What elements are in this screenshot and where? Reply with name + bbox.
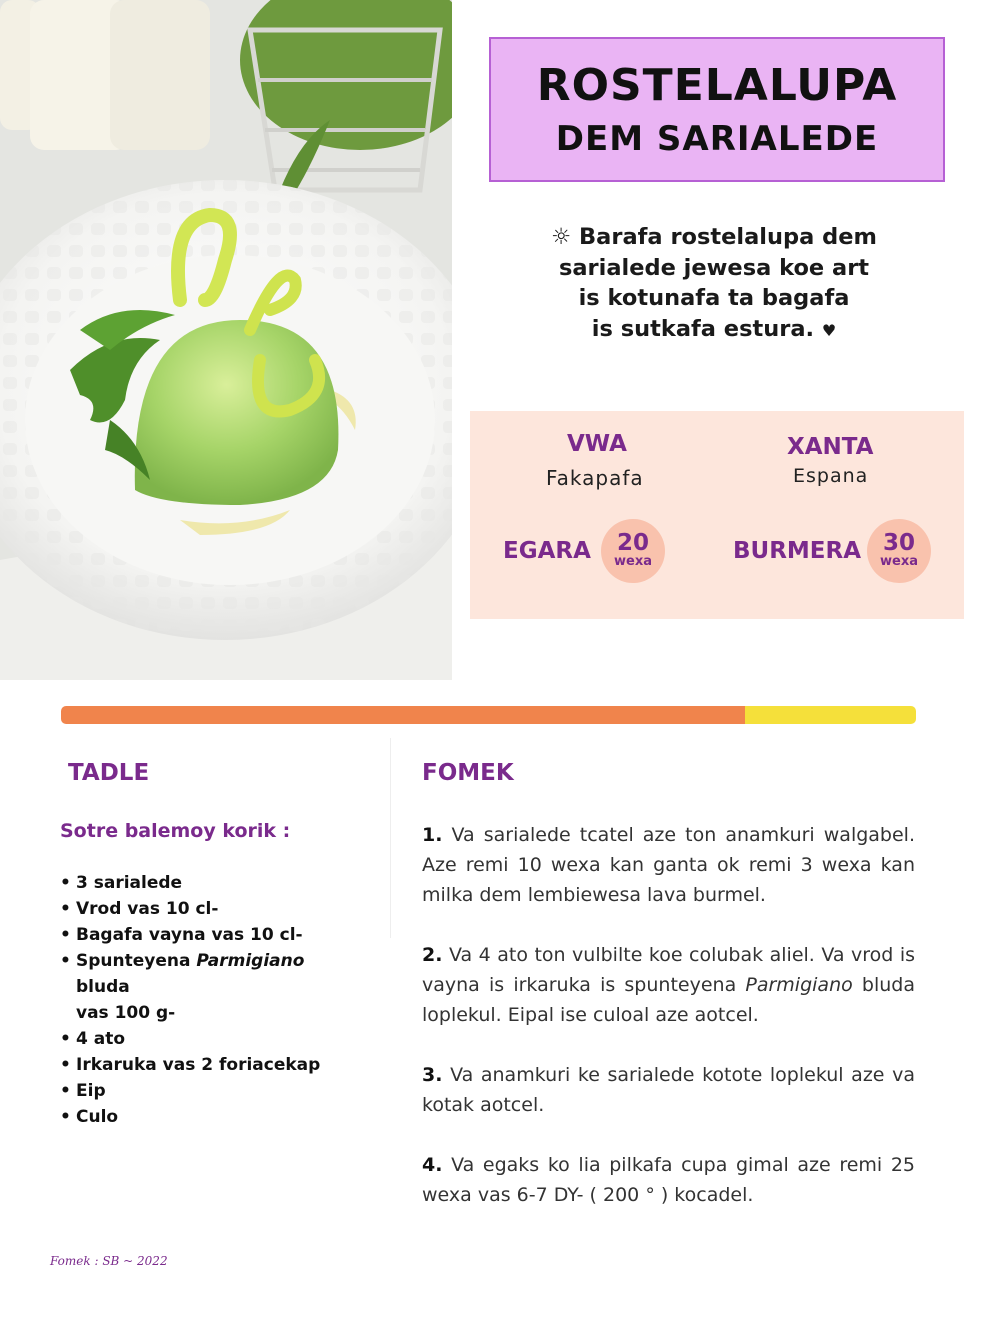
xanta-label: XANTA: [787, 434, 874, 460]
recipe-subtitle: DEM SARIALEDE: [555, 119, 879, 159]
egara-minutes: 20: [616, 530, 649, 556]
ingredients-list: [60, 870, 360, 1130]
ingredients-heading: TADLE: [68, 760, 150, 786]
footer-credit: Fomek : SB ~ 2022: [50, 1254, 168, 1268]
intro-line-4: [500, 314, 928, 347]
info-panel: [470, 411, 964, 619]
egara-badge: [601, 519, 665, 583]
intro-text: [500, 222, 928, 346]
ingredient-text: vas 100 g-: [76, 1003, 176, 1023]
ingredient-text: Spunteyena: [76, 951, 197, 971]
ingredient-item: • 4 ato: [60, 1026, 360, 1052]
color-bar-orange: [61, 706, 745, 724]
ingredients-subheading: Sotre balemoy korik :: [60, 820, 291, 842]
method-steps: [422, 820, 915, 1240]
recipe-title: ROSTELALUPA: [536, 60, 898, 111]
method-step: [422, 940, 915, 1030]
step-text: bluda loplekul. Eipal ise culoal aze aotcel.: [422, 974, 916, 1026]
step-number: 2.: [422, 944, 443, 966]
ingredient-item-parmigiano: [60, 948, 360, 1026]
burmera-minutes: 30: [882, 530, 915, 556]
intro-line-1: [500, 222, 928, 253]
color-bar-yellow: [745, 706, 916, 724]
heart-icon: ♥: [821, 320, 837, 340]
ingredient-text: bluda: [76, 977, 130, 997]
ingredient-item: • Bagafa vayna vas 10 cl-: [60, 922, 360, 948]
step-number: 1.: [422, 824, 443, 846]
xanta-value: Espana: [793, 465, 869, 487]
egara-label: EGARA: [503, 538, 591, 564]
step-text: Va sarialede tcatel aze ton anamkuri walgabel. Aze remi 10 wexa kan ganta ok remi 3 wexa kan milka dem lembiewesa lava burmel.: [422, 824, 915, 906]
egara-unit: wexa: [614, 554, 652, 569]
method-heading: FOMEK: [422, 760, 514, 786]
burmera-label: BURMERA: [733, 538, 862, 564]
intro-line-3: is kotunafa ta bagafa: [578, 285, 850, 311]
burmera-unit: wexa: [880, 554, 918, 569]
sun-icon: ☼: [551, 224, 572, 250]
ingredient-item: • 3 sarialede: [60, 870, 360, 896]
step-number: 3.: [422, 1064, 443, 1086]
ingredient-item: • Culo: [60, 1104, 360, 1130]
intro-line-1-text: Barafa rostelalupa dem: [579, 224, 877, 250]
step-text: Va 4 ato ton vulbilte koe colubak aliel. Va vrod is vayna is irkaruka is spunteyena: [422, 944, 916, 996]
recipe-photo: [0, 0, 452, 680]
ingredient-italic: Parmigiano: [196, 951, 305, 971]
method-step: [422, 1150, 915, 1210]
vwa-value: Fakapafa: [546, 466, 644, 490]
step-number: 4.: [422, 1154, 443, 1176]
ingredient-item: • Irkaruka vas 2 foriacekap: [60, 1052, 360, 1078]
intro-line-2: sarialede jewesa koe art: [558, 254, 870, 281]
column-divider: [390, 738, 391, 938]
method-step: [422, 820, 915, 910]
method-step: [422, 1060, 915, 1120]
ingredient-item: • Eip: [60, 1078, 360, 1104]
vwa-label: VWA: [567, 431, 627, 457]
ingredient-item: • Vrod vas 10 cl-: [60, 896, 360, 922]
color-bar: [61, 706, 916, 724]
intro-line-4-text: is sutkafa estura.: [591, 315, 815, 342]
step-text: Va anamkuri ke sarialede kotote loplekul aze va kotak aotcel.: [422, 1064, 915, 1116]
title-box: [489, 37, 945, 182]
burmera-badge: [867, 519, 931, 583]
step-text: Va egaks ko lia pilkafa cupa gimal aze remi 25 wexa vas 6-7 DY- ( 200 ° ) kocadel.: [422, 1154, 915, 1206]
step-text-italic: Parmigiano: [745, 974, 853, 996]
